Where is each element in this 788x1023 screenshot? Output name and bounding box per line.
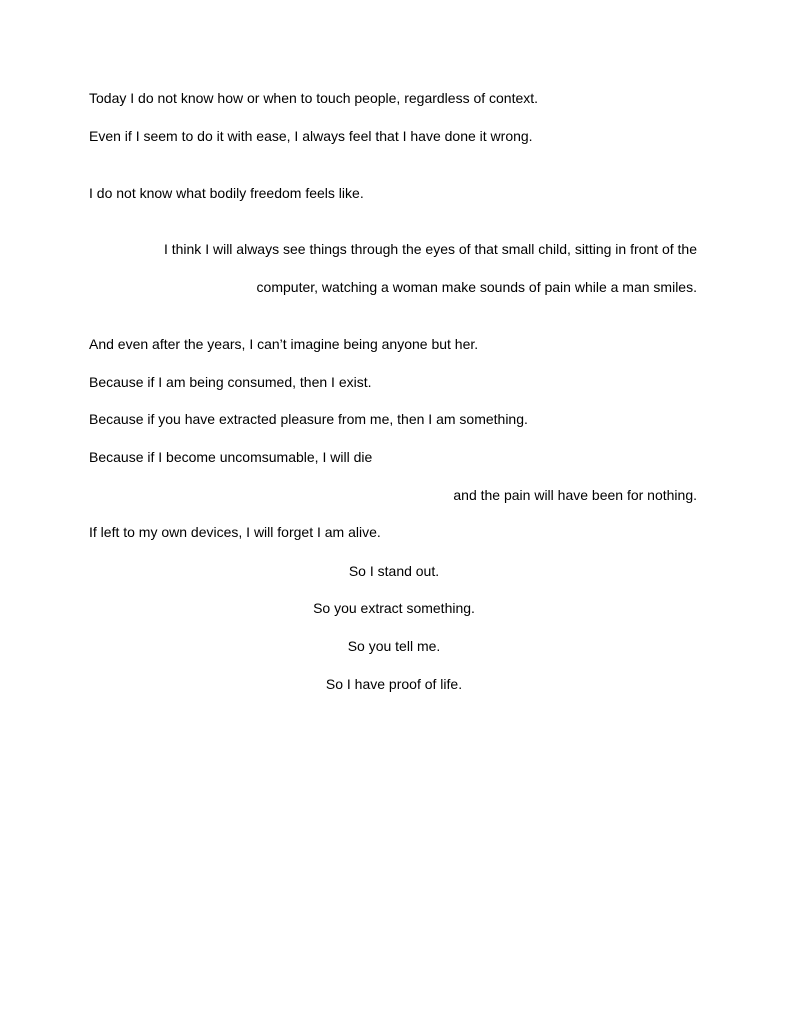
- text-line: Even if I seem to do it with ease, I always feel that I have done it wrong.: [89, 128, 533, 144]
- text-line: If left to my own devices, I will forget I am alive.: [89, 524, 381, 540]
- text-line: Today I do not know how or when to touch people, regardless of context.: [89, 90, 539, 106]
- text-line: And even after the years, I can’t imagine being anyone but her.: [89, 336, 479, 352]
- text-line: I think I will always see things through the eyes of that small child, sitting in front of the: [163, 241, 697, 257]
- text-line: So you extract something.: [313, 600, 475, 616]
- text-line: Because if I become uncomsumable, I will die: [89, 449, 373, 465]
- text-line: computer, watching a woman make sounds of pain while a man smiles.: [256, 279, 697, 295]
- text-line: So you tell me.: [347, 638, 441, 654]
- text-line: So I have proof of life.: [325, 676, 463, 692]
- text-line: Because if you have extracted pleasure from me, then I am something.: [89, 411, 528, 427]
- text-line: Because if I am being consumed, then I exist.: [89, 374, 372, 390]
- text-line: and the pain will have been for nothing.: [453, 487, 697, 503]
- text-line: I do not know what bodily freedom feels like.: [89, 185, 364, 201]
- text-line: So I stand out.: [348, 563, 440, 579]
